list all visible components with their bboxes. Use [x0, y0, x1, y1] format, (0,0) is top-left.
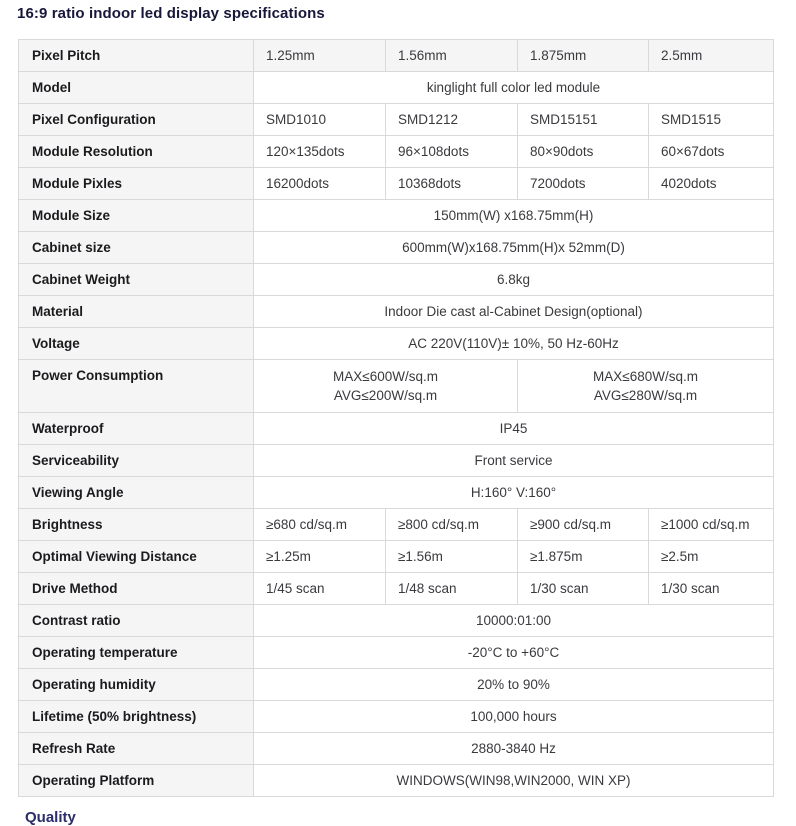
row-value: 600mm(W)x168.75mm(H)x 52mm(D)	[254, 232, 774, 264]
row-label: Operating humidity	[19, 669, 254, 701]
row-value: Indoor Die cast al-Cabinet Design(optional)	[254, 296, 774, 328]
spec-table-body	[19, 40, 774, 797]
spec-row-serviceability	[19, 445, 774, 477]
row-value: WINDOWS(WIN98,WIN2000, WIN XP)	[254, 765, 774, 797]
row-label: Material	[19, 296, 254, 328]
row-value-col1: ≥1.25m	[254, 541, 386, 573]
row-label: Operating Platform	[19, 765, 254, 797]
row-value: 100,000 hours	[254, 701, 774, 733]
row-value-col1: ≥680 cd/sq.m	[254, 509, 386, 541]
row-label: Optimal Viewing Distance	[19, 541, 254, 573]
row-label: Voltage	[19, 328, 254, 360]
row-label: Model	[19, 72, 254, 104]
row-value: IP45	[254, 413, 774, 445]
spec-row-brightness	[19, 509, 774, 541]
row-value: 6.8kg	[254, 264, 774, 296]
value-line: AVG≤200W/sq.m	[333, 388, 438, 403]
row-value-col4: 2.5mm	[649, 40, 774, 72]
row-label: Drive Method	[19, 573, 254, 605]
row-value: H:160° V:160°	[254, 477, 774, 509]
row-label: Lifetime (50% brightness)	[19, 701, 254, 733]
spec-row-drive-method	[19, 573, 774, 605]
row-value-col1: 1/45 scan	[254, 573, 386, 605]
row-label: Cabinet Weight	[19, 264, 254, 296]
value-line: AVG≤280W/sq.m	[593, 388, 698, 403]
row-label: Waterproof	[19, 413, 254, 445]
row-value: 10000:01:00	[254, 605, 774, 637]
row-label: Contrast ratio	[19, 605, 254, 637]
spec-row-pixel-pitch	[19, 40, 774, 72]
row-value-col4: ≥1000 cd/sq.m	[649, 509, 774, 541]
row-value-col3: 80×90dots	[518, 136, 649, 168]
row-value: kinglight full color led module	[254, 72, 774, 104]
row-value-col2: 96×108dots	[386, 136, 518, 168]
row-value-col2: 1.56mm	[386, 40, 518, 72]
row-label: Power Consumption	[19, 360, 254, 413]
row-label: Brightness	[19, 509, 254, 541]
row-label: Serviceability	[19, 445, 254, 477]
spec-row-operating-platform	[19, 765, 774, 797]
spec-row-cabinet-weight	[19, 264, 774, 296]
row-label: Refresh Rate	[19, 733, 254, 765]
spec-table	[18, 39, 774, 797]
row-label: Operating temperature	[19, 637, 254, 669]
row-value-col2: ≥800 cd/sq.m	[386, 509, 518, 541]
row-value: 2880-3840 Hz	[254, 733, 774, 765]
value-line: MAX≤600W/sq.m	[333, 369, 438, 384]
row-value: Front service	[254, 445, 774, 477]
row-value: AC 220V(110V)± 10%, 50 Hz-60Hz	[254, 328, 774, 360]
spec-row-lifetime-50-brightness	[19, 701, 774, 733]
row-value-col1: SMD1010	[254, 104, 386, 136]
spec-row-cabinet-size	[19, 232, 774, 264]
row-value-col4: 4020dots	[649, 168, 774, 200]
row-label: Module Resolution	[19, 136, 254, 168]
spec-row-module-pixles	[19, 168, 774, 200]
row-value-col4: 1/30 scan	[649, 573, 774, 605]
row-value-col2: SMD1212	[386, 104, 518, 136]
row-label: Viewing Angle	[19, 477, 254, 509]
spec-row-material	[19, 296, 774, 328]
spec-row-voltage	[19, 328, 774, 360]
row-value-col1: 1.25mm	[254, 40, 386, 72]
spec-row-model	[19, 72, 774, 104]
spec-row-module-resolution	[19, 136, 774, 168]
row-value-col3: 7200dots	[518, 168, 649, 200]
spec-row-operating-temperature	[19, 637, 774, 669]
row-label: Pixel Pitch	[19, 40, 254, 72]
spec-row-viewing-angle	[19, 477, 774, 509]
row-value-col2: 1/48 scan	[386, 573, 518, 605]
spec-row-optimal-viewing-distance	[19, 541, 774, 573]
clipped-section-heading: Quality	[25, 809, 76, 826]
row-label: Module Size	[19, 200, 254, 232]
spec-row-refresh-rate	[19, 733, 774, 765]
row-value-col4: SMD1515	[649, 104, 774, 136]
row-value: 150mm(W) x168.75mm(H)	[254, 200, 774, 232]
row-value-col1: 120×135dots	[254, 136, 386, 168]
row-value-col3: ≥1.875m	[518, 541, 649, 573]
spec-row-waterproof	[19, 413, 774, 445]
row-value-col4: 60×67dots	[649, 136, 774, 168]
row-value: -20°C to +60°C	[254, 637, 774, 669]
row-label: Pixel Configuration	[19, 104, 254, 136]
row-value-col3: 1.875mm	[518, 40, 649, 72]
spec-row-power-consumption	[19, 360, 774, 413]
row-value-col1: 16200dots	[254, 168, 386, 200]
row-value-group1	[254, 360, 518, 413]
page-title: 16:9 ratio indoor led display specifications	[17, 5, 325, 22]
spec-row-operating-humidity	[19, 669, 774, 701]
row-value-col3: 1/30 scan	[518, 573, 649, 605]
spec-row-pixel-configuration	[19, 104, 774, 136]
row-label: Module Pixles	[19, 168, 254, 200]
value-line: MAX≤680W/sq.m	[593, 369, 698, 384]
row-value-col3: SMD15151	[518, 104, 649, 136]
row-value-col2: ≥1.56m	[386, 541, 518, 573]
row-value-col3: ≥900 cd/sq.m	[518, 509, 649, 541]
row-value-col4: ≥2.5m	[649, 541, 774, 573]
row-value-group2	[518, 360, 774, 413]
spec-row-module-size	[19, 200, 774, 232]
row-value: 20% to 90%	[254, 669, 774, 701]
row-label: Cabinet size	[19, 232, 254, 264]
row-value-col2: 10368dots	[386, 168, 518, 200]
spec-row-contrast-ratio	[19, 605, 774, 637]
